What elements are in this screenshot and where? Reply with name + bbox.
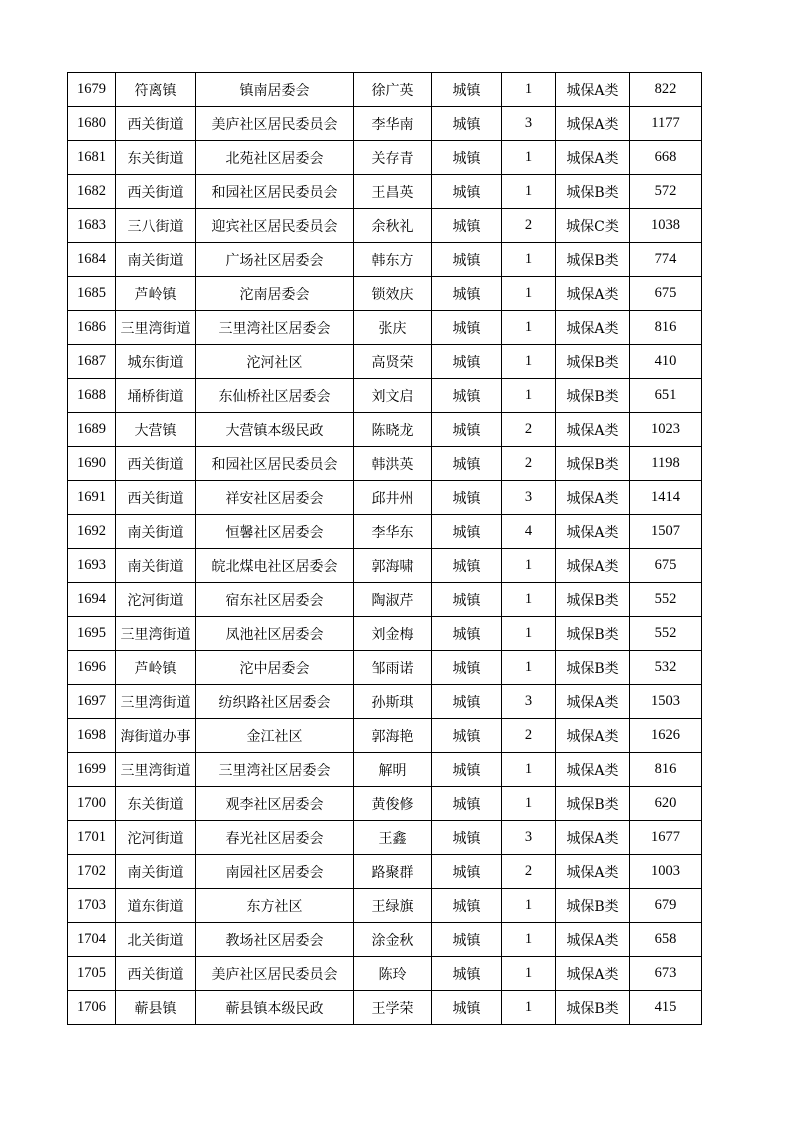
cell-community: 迎宾社区居民委员会 — [196, 209, 354, 243]
cell-row-number: 1679 — [68, 73, 116, 107]
cell-person-name: 锁效庆 — [354, 277, 432, 311]
table-body — [68, 73, 702, 1025]
cell-household-type: 城镇 — [432, 651, 502, 685]
cell-community: 教场社区居委会 — [196, 923, 354, 957]
cell-person-name: 高贤荣 — [354, 345, 432, 379]
cell-category: 城保B类 — [556, 345, 630, 379]
cell-category: 城保B类 — [556, 583, 630, 617]
cell-person-name: 王绿旗 — [354, 889, 432, 923]
cell-person-name: 王昌英 — [354, 175, 432, 209]
cell-household-type: 城镇 — [432, 855, 502, 889]
cell-community: 美庐社区居民委员会 — [196, 957, 354, 991]
cell-amount: 620 — [630, 787, 702, 821]
cell-community: 沱河社区 — [196, 345, 354, 379]
cell-household-type: 城镇 — [432, 753, 502, 787]
table-row — [68, 719, 702, 753]
cell-member-count: 1 — [502, 277, 556, 311]
table-row — [68, 923, 702, 957]
cell-household-type: 城镇 — [432, 345, 502, 379]
cell-person-name: 陶淑芹 — [354, 583, 432, 617]
table-row — [68, 311, 702, 345]
cell-category: 城保A类 — [556, 549, 630, 583]
cell-community: 广场社区居委会 — [196, 243, 354, 277]
cell-row-number: 1700 — [68, 787, 116, 821]
cell-amount: 651 — [630, 379, 702, 413]
cell-member-count: 1 — [502, 345, 556, 379]
cell-category: 城保A类 — [556, 923, 630, 957]
cell-street: 南关街道 — [116, 549, 196, 583]
cell-community: 北苑社区居委会 — [196, 141, 354, 175]
cell-category: 城保B类 — [556, 889, 630, 923]
table-row — [68, 209, 702, 243]
cell-row-number: 1689 — [68, 413, 116, 447]
table-row — [68, 107, 702, 141]
cell-category: 城保A类 — [556, 481, 630, 515]
cell-amount: 572 — [630, 175, 702, 209]
table-row — [68, 787, 702, 821]
cell-category: 城保C类 — [556, 209, 630, 243]
cell-household-type: 城镇 — [432, 141, 502, 175]
cell-street: 三里湾街道 — [116, 311, 196, 345]
cell-street: 符离镇 — [116, 73, 196, 107]
cell-street: 沱河街道 — [116, 821, 196, 855]
cell-person-name: 涂金秋 — [354, 923, 432, 957]
cell-member-count: 2 — [502, 413, 556, 447]
cell-category: 城保B类 — [556, 787, 630, 821]
cell-community: 沱中居委会 — [196, 651, 354, 685]
cell-community: 祥安社区居委会 — [196, 481, 354, 515]
cell-member-count: 1 — [502, 549, 556, 583]
cell-street: 东关街道 — [116, 141, 196, 175]
cell-household-type: 城镇 — [432, 957, 502, 991]
cell-row-number: 1683 — [68, 209, 116, 243]
cell-row-number: 1701 — [68, 821, 116, 855]
cell-street: 芦岭镇 — [116, 651, 196, 685]
cell-member-count: 2 — [502, 719, 556, 753]
cell-community: 南园社区居委会 — [196, 855, 354, 889]
cell-street: 西关街道 — [116, 481, 196, 515]
cell-category: 城保A类 — [556, 957, 630, 991]
cell-member-count: 1 — [502, 923, 556, 957]
cell-person-name: 王学荣 — [354, 991, 432, 1025]
cell-category: 城保B类 — [556, 379, 630, 413]
cell-household-type: 城镇 — [432, 515, 502, 549]
cell-row-number: 1690 — [68, 447, 116, 481]
cell-member-count: 1 — [502, 583, 556, 617]
cell-community: 皖北煤电社区居委会 — [196, 549, 354, 583]
cell-member-count: 2 — [502, 855, 556, 889]
cell-community: 蕲县镇本级民政 — [196, 991, 354, 1025]
cell-street: 西关街道 — [116, 175, 196, 209]
cell-category: 城保A类 — [556, 141, 630, 175]
cell-row-number: 1706 — [68, 991, 116, 1025]
table-row — [68, 73, 702, 107]
cell-street: 北关街道 — [116, 923, 196, 957]
table-row — [68, 345, 702, 379]
cell-category: 城保A类 — [556, 413, 630, 447]
cell-person-name: 王鑫 — [354, 821, 432, 855]
cell-row-number: 1681 — [68, 141, 116, 175]
cell-category: 城保A类 — [556, 73, 630, 107]
cell-street: 南关街道 — [116, 855, 196, 889]
cell-amount: 822 — [630, 73, 702, 107]
cell-person-name: 陈晓龙 — [354, 413, 432, 447]
cell-street: 西关街道 — [116, 447, 196, 481]
table-row — [68, 515, 702, 549]
cell-amount: 675 — [630, 549, 702, 583]
cell-person-name: 邹雨诺 — [354, 651, 432, 685]
cell-person-name: 郭海啸 — [354, 549, 432, 583]
table-row — [68, 991, 702, 1025]
table-row — [68, 583, 702, 617]
cell-amount: 1198 — [630, 447, 702, 481]
cell-household-type: 城镇 — [432, 243, 502, 277]
cell-person-name: 陈玲 — [354, 957, 432, 991]
cell-row-number: 1696 — [68, 651, 116, 685]
cell-street: 三八街道 — [116, 209, 196, 243]
cell-member-count: 1 — [502, 141, 556, 175]
cell-street: 海街道办事 — [116, 719, 196, 753]
cell-member-count: 4 — [502, 515, 556, 549]
cell-row-number: 1704 — [68, 923, 116, 957]
cell-amount: 552 — [630, 583, 702, 617]
cell-amount: 410 — [630, 345, 702, 379]
cell-street: 西关街道 — [116, 107, 196, 141]
cell-person-name: 韩东方 — [354, 243, 432, 277]
cell-household-type: 城镇 — [432, 311, 502, 345]
cell-amount: 1507 — [630, 515, 702, 549]
cell-household-type: 城镇 — [432, 923, 502, 957]
cell-community: 春光社区居委会 — [196, 821, 354, 855]
cell-member-count: 1 — [502, 651, 556, 685]
cell-amount: 668 — [630, 141, 702, 175]
table-row — [68, 243, 702, 277]
cell-row-number: 1697 — [68, 685, 116, 719]
cell-household-type: 城镇 — [432, 583, 502, 617]
cell-street: 埇桥街道 — [116, 379, 196, 413]
table-row — [68, 889, 702, 923]
cell-person-name: 黄俊修 — [354, 787, 432, 821]
cell-street: 三里湾街道 — [116, 685, 196, 719]
table-row — [68, 481, 702, 515]
cell-community: 纺织路社区居委会 — [196, 685, 354, 719]
cell-person-name: 余秋礼 — [354, 209, 432, 243]
cell-category: 城保A类 — [556, 277, 630, 311]
cell-community: 三里湾社区居委会 — [196, 311, 354, 345]
cell-person-name: 张庆 — [354, 311, 432, 345]
cell-member-count: 3 — [502, 821, 556, 855]
cell-amount: 1503 — [630, 685, 702, 719]
cell-household-type: 城镇 — [432, 549, 502, 583]
cell-street: 芦岭镇 — [116, 277, 196, 311]
cell-amount: 552 — [630, 617, 702, 651]
cell-household-type: 城镇 — [432, 175, 502, 209]
cell-person-name: 关存青 — [354, 141, 432, 175]
cell-community: 美庐社区居民委员会 — [196, 107, 354, 141]
cell-community: 观李社区居委会 — [196, 787, 354, 821]
cell-street: 城东街道 — [116, 345, 196, 379]
cell-member-count: 3 — [502, 481, 556, 515]
cell-row-number: 1699 — [68, 753, 116, 787]
cell-category: 城保A类 — [556, 515, 630, 549]
cell-member-count: 1 — [502, 787, 556, 821]
cell-household-type: 城镇 — [432, 821, 502, 855]
cell-amount: 673 — [630, 957, 702, 991]
cell-person-name: 解明 — [354, 753, 432, 787]
cell-category: 城保B类 — [556, 243, 630, 277]
cell-community: 和园社区居民委员会 — [196, 447, 354, 481]
cell-street: 道东街道 — [116, 889, 196, 923]
cell-household-type: 城镇 — [432, 685, 502, 719]
table-row — [68, 413, 702, 447]
cell-row-number: 1703 — [68, 889, 116, 923]
cell-household-type: 城镇 — [432, 447, 502, 481]
cell-category: 城保B类 — [556, 991, 630, 1025]
table-row — [68, 447, 702, 481]
cell-community: 恒馨社区居委会 — [196, 515, 354, 549]
cell-amount: 816 — [630, 311, 702, 345]
table-row — [68, 277, 702, 311]
cell-household-type: 城镇 — [432, 991, 502, 1025]
cell-community: 沱南居委会 — [196, 277, 354, 311]
cell-member-count: 3 — [502, 685, 556, 719]
cell-household-type: 城镇 — [432, 413, 502, 447]
cell-member-count: 1 — [502, 753, 556, 787]
cell-category: 城保B类 — [556, 651, 630, 685]
cell-street: 三里湾街道 — [116, 617, 196, 651]
cell-community: 东仙桥社区居委会 — [196, 379, 354, 413]
cell-person-name: 李华东 — [354, 515, 432, 549]
cell-member-count: 1 — [502, 957, 556, 991]
cell-category: 城保B类 — [556, 617, 630, 651]
cell-person-name: 邱井州 — [354, 481, 432, 515]
cell-community: 东方社区 — [196, 889, 354, 923]
table-row — [68, 141, 702, 175]
cell-member-count: 1 — [502, 379, 556, 413]
table-row — [68, 549, 702, 583]
cell-person-name: 刘金梅 — [354, 617, 432, 651]
cell-community: 三里湾社区居委会 — [196, 753, 354, 787]
table-row — [68, 651, 702, 685]
cell-community: 大营镇本级民政 — [196, 413, 354, 447]
cell-household-type: 城镇 — [432, 73, 502, 107]
cell-amount: 1414 — [630, 481, 702, 515]
cell-person-name: 李华南 — [354, 107, 432, 141]
cell-category: 城保A类 — [556, 107, 630, 141]
cell-community: 金江社区 — [196, 719, 354, 753]
cell-amount: 1038 — [630, 209, 702, 243]
cell-member-count: 1 — [502, 73, 556, 107]
cell-community: 和园社区居民委员会 — [196, 175, 354, 209]
cell-person-name: 孙斯琪 — [354, 685, 432, 719]
cell-household-type: 城镇 — [432, 787, 502, 821]
cell-member-count: 1 — [502, 243, 556, 277]
cell-category: 城保A类 — [556, 685, 630, 719]
cell-row-number: 1684 — [68, 243, 116, 277]
cell-amount: 1677 — [630, 821, 702, 855]
cell-person-name: 路聚群 — [354, 855, 432, 889]
cell-amount: 1177 — [630, 107, 702, 141]
cell-person-name: 刘文启 — [354, 379, 432, 413]
cell-household-type: 城镇 — [432, 379, 502, 413]
cell-row-number: 1702 — [68, 855, 116, 889]
cell-member-count: 1 — [502, 175, 556, 209]
cell-amount: 1626 — [630, 719, 702, 753]
table-row — [68, 957, 702, 991]
cell-street: 南关街道 — [116, 243, 196, 277]
cell-household-type: 城镇 — [432, 719, 502, 753]
cell-row-number: 1682 — [68, 175, 116, 209]
cell-amount: 1023 — [630, 413, 702, 447]
cell-category: 城保A类 — [556, 753, 630, 787]
cell-category: 城保A类 — [556, 311, 630, 345]
cell-amount: 679 — [630, 889, 702, 923]
cell-row-number: 1688 — [68, 379, 116, 413]
table-row — [68, 753, 702, 787]
table-row — [68, 685, 702, 719]
cell-row-number: 1680 — [68, 107, 116, 141]
cell-member-count: 1 — [502, 991, 556, 1025]
cell-row-number: 1686 — [68, 311, 116, 345]
cell-row-number: 1687 — [68, 345, 116, 379]
cell-amount: 1003 — [630, 855, 702, 889]
cell-amount: 532 — [630, 651, 702, 685]
cell-household-type: 城镇 — [432, 481, 502, 515]
cell-household-type: 城镇 — [432, 209, 502, 243]
cell-category: 城保B类 — [556, 447, 630, 481]
table-row — [68, 855, 702, 889]
cell-category: 城保A类 — [556, 855, 630, 889]
cell-member-count: 3 — [502, 107, 556, 141]
cell-row-number: 1685 — [68, 277, 116, 311]
cell-member-count: 2 — [502, 447, 556, 481]
cell-community: 镇南居委会 — [196, 73, 354, 107]
cell-row-number: 1691 — [68, 481, 116, 515]
cell-category: 城保B类 — [556, 175, 630, 209]
cell-amount: 658 — [630, 923, 702, 957]
cell-member-count: 1 — [502, 889, 556, 923]
cell-member-count: 2 — [502, 209, 556, 243]
cell-person-name: 郭海艳 — [354, 719, 432, 753]
table-row — [68, 617, 702, 651]
table-row — [68, 175, 702, 209]
cell-street: 西关街道 — [116, 957, 196, 991]
cell-person-name: 韩洪英 — [354, 447, 432, 481]
cell-row-number: 1692 — [68, 515, 116, 549]
data-table — [67, 72, 702, 1025]
cell-household-type: 城镇 — [432, 889, 502, 923]
cell-row-number: 1695 — [68, 617, 116, 651]
cell-household-type: 城镇 — [432, 107, 502, 141]
cell-household-type: 城镇 — [432, 277, 502, 311]
cell-street: 三里湾街道 — [116, 753, 196, 787]
cell-street: 大营镇 — [116, 413, 196, 447]
cell-community: 宿东社区居委会 — [196, 583, 354, 617]
cell-row-number: 1694 — [68, 583, 116, 617]
table-row — [68, 379, 702, 413]
cell-row-number: 1705 — [68, 957, 116, 991]
cell-category: 城保A类 — [556, 719, 630, 753]
cell-household-type: 城镇 — [432, 617, 502, 651]
cell-amount: 415 — [630, 991, 702, 1025]
cell-row-number: 1693 — [68, 549, 116, 583]
table-row — [68, 821, 702, 855]
cell-amount: 675 — [630, 277, 702, 311]
cell-category: 城保A类 — [556, 821, 630, 855]
cell-person-name: 徐广英 — [354, 73, 432, 107]
cell-amount: 816 — [630, 753, 702, 787]
cell-community: 凤池社区居委会 — [196, 617, 354, 651]
cell-street: 沱河街道 — [116, 583, 196, 617]
cell-amount: 774 — [630, 243, 702, 277]
cell-row-number: 1698 — [68, 719, 116, 753]
cell-street: 南关街道 — [116, 515, 196, 549]
cell-street: 蕲县镇 — [116, 991, 196, 1025]
cell-street: 东关街道 — [116, 787, 196, 821]
cell-member-count: 1 — [502, 311, 556, 345]
cell-member-count: 1 — [502, 617, 556, 651]
